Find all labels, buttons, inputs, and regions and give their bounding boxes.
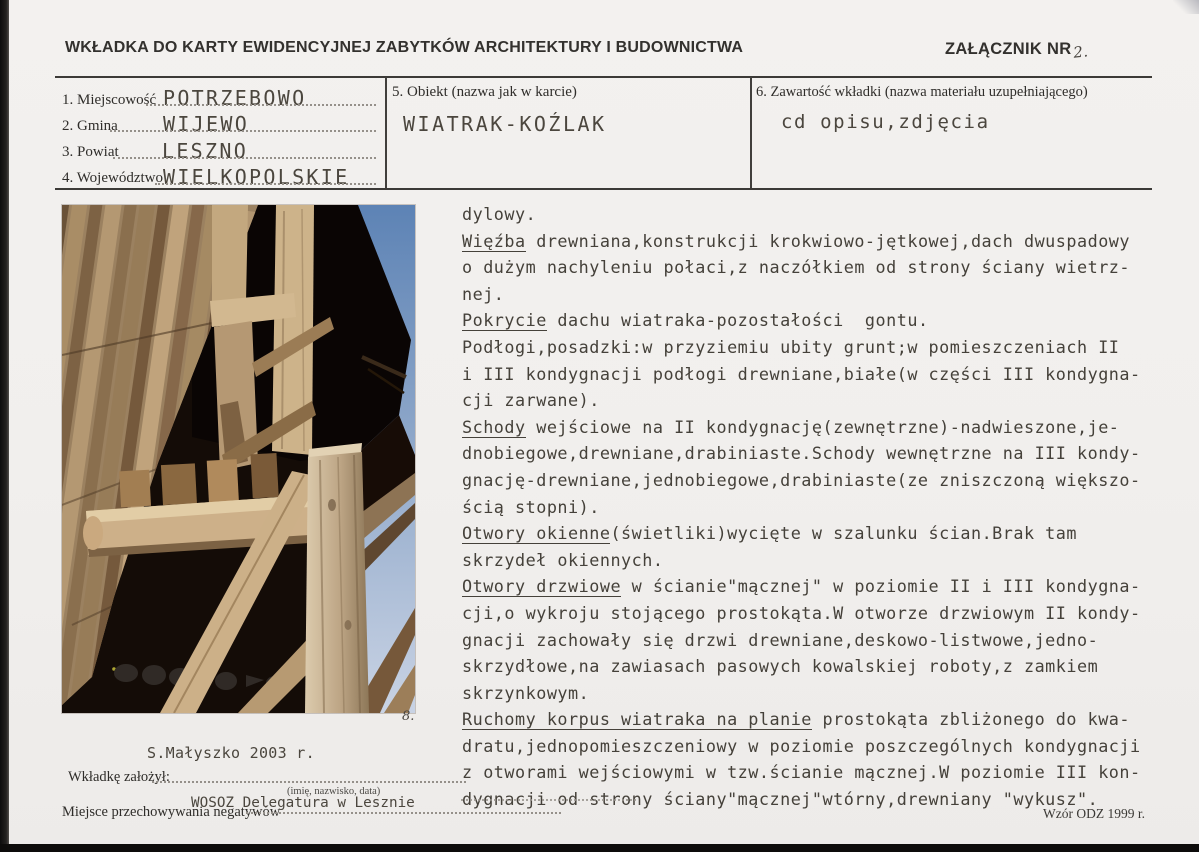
photo-number-handwritten: 8. [402, 709, 415, 724]
dotted-rule [146, 104, 376, 106]
object-label: 5. Obiekt (nazwa jak w karcie) [392, 84, 577, 100]
field-value-gmina: WIJEWO [163, 112, 250, 136]
description-line: Ruchomy korpus wiatraka na planie prostokąta zbliżonego do kwa- [462, 709, 1131, 730]
scan-edge-left [0, 0, 9, 852]
field-label-wojewodztwo: 4. Województwo [62, 170, 164, 186]
founder-hint: (imię, nazwisko, data) [287, 786, 381, 797]
description-line: dylowy. [462, 204, 537, 224]
founder-label: Wkładkę założył: [68, 769, 170, 785]
description-line: gnację-drewniane,jednobiegowe,drabiniaste(ze zniszczoną większo- [462, 469, 1141, 490]
description-line: skrzynkowym. [462, 682, 590, 703]
field-label-powiat: 3. Powiat [62, 144, 119, 160]
field-label-miejscowosc: 1. Miejscowość [62, 92, 157, 108]
windmill-photo-art [62, 205, 415, 713]
description-line: skrzydeł okiennych. [462, 549, 664, 570]
description-line: ścią stopni). [462, 496, 600, 517]
object-value: WIATRAK-KOŹLAK [403, 112, 607, 136]
scan-edge-bottom [0, 844, 1199, 852]
description-line: Otwory drzwiowe w ścianie"mącznej" w poziomie II i III kondygna- [462, 576, 1141, 597]
negatives-value: WOSOZ Delegatura w Lesznie [191, 795, 415, 811]
form-divider-1 [385, 77, 387, 188]
attachment-number-handwritten: 2. [1072, 42, 1090, 62]
description-line: dygnacji od strony ściany"mącznej"wtórny,drewniany "wykusz". [462, 789, 1099, 810]
field-value-wojewodztwo: WIELKOPOLSKIE [163, 165, 350, 189]
description-line: Schody wejściowe na II kondygnację(zewnętrzne)-nadwieszone,je- [462, 416, 1120, 437]
contents-label: 6. Zawartość wkładki (nazwa materiału uzupełniającego) [756, 84, 1088, 100]
negatives-label: Miejsce przechowywania negatywów [62, 804, 281, 820]
attachment-label-text: ZAŁĄCZNIK NR [945, 40, 1072, 58]
description-line: z otworami wejściowymi w tzw.ścianie mącznej.W poziomie III kon- [462, 762, 1141, 783]
scan-corner-top-right [1173, 0, 1199, 14]
header-rule [55, 76, 1152, 78]
field-value-powiat: LESZNO [162, 139, 249, 163]
description-line: cji zarwane). [462, 390, 600, 411]
description-text [462, 201, 1157, 813]
description-line: dnobiegowe,drewniane,drabiniaste.Schody wewnętrzne na III kondy- [462, 443, 1141, 464]
description-line: skrzydłowe,na zawiasach pasowych kowalskiej roboty,z zamkiem [462, 656, 1099, 677]
photo-caption: S.Małyszko 2003 r. [147, 744, 315, 762]
dotted-rule [110, 130, 376, 132]
description-line: Pokrycie dachu wiatraka-pozostałości gontu. [462, 310, 929, 331]
card-title: WKŁADKA DO KARTY EWIDENCYJNEJ ZABYTKÓW ARCHITEKTURY I BUDOWNICTWA [65, 39, 744, 56]
description-line: cji,o wykroju stojącego prostokąta.W otworze drzwiowym II kondy- [462, 602, 1141, 623]
description-line: Podłogi,posadzki:w przyziemiu ubity grunt;w pomieszczeniach II [462, 336, 1120, 357]
attachment-label [945, 40, 1090, 62]
dotted-rule [461, 799, 636, 801]
windmill-photo [62, 205, 415, 713]
dotted-rule [155, 183, 376, 185]
description-line: i III kondygnacji podłogi drewniane,białe(w części III kondygna- [462, 363, 1141, 384]
dotted-rule [246, 812, 561, 814]
form-divider-2 [750, 77, 752, 188]
description-line: gnacji zachowały się drzwi drewniane,deskowo-listwowe,jedno- [462, 629, 1099, 650]
description-line: Więźba drewniana,konstrukcji krokwiowo-jętkowej,dach dwuspadowy [462, 230, 1131, 251]
description-line: dratu,jednopomieszczeniowy w poziomie poszczególnych kondygnacji [462, 735, 1141, 756]
description-line: o dużym nachyleniu połaci,z naczółkiem od strony ściany wietrz- [462, 257, 1130, 278]
description-line: Otwory okienne(świetliki)wycięte w szalunku ścian.Brak tam [462, 523, 1077, 544]
dotted-rule [113, 157, 376, 159]
description-line: nej. [462, 283, 505, 304]
field-value-miejscowosc: POTRZEBOWO [163, 86, 307, 110]
dotted-rule [152, 781, 466, 783]
template-note: Wzór ODZ 1999 r. [1043, 806, 1145, 821]
contents-value: cd opisu,zdjęcia [781, 111, 990, 133]
field-label-gmina: 2. Gmina [62, 118, 118, 134]
